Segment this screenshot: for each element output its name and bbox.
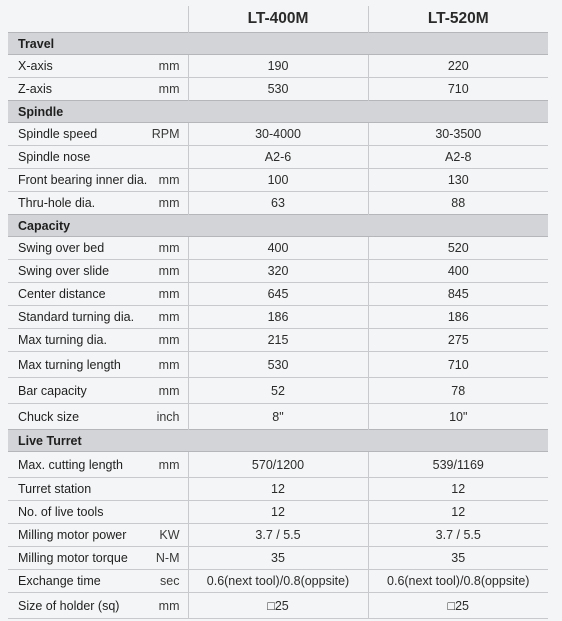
spec-unit: N-M [155, 551, 180, 565]
spec-value-lt-520m: 186 [368, 306, 548, 329]
spec-label-cell [8, 570, 188, 593]
model-name-lt-400m: LT-400M [188, 6, 368, 33]
spec-value-lt-520m: 30-3500 [368, 123, 548, 146]
spec-row [8, 260, 548, 283]
spec-label: Swing over bed [18, 241, 105, 255]
spec-value-lt-400m: 215 [188, 329, 368, 352]
spec-value-lt-520m: 88 [368, 192, 548, 215]
spec-value-lt-400m: 100 [188, 169, 368, 192]
spec-value-lt-520m: 710 [368, 352, 548, 378]
spec-label: Size of holder (sq) [18, 598, 120, 613]
spec-unit: mm [158, 287, 180, 301]
spec-label-cell [8, 123, 188, 146]
spec-label: X-axis [18, 59, 53, 73]
spec-table [8, 6, 548, 619]
spec-unit: mm [158, 173, 180, 187]
spec-row [8, 524, 548, 547]
spec-unit: sec [160, 574, 180, 588]
spec-label: Max. cutting length [18, 457, 123, 472]
spec-row [8, 283, 548, 306]
spec-label-cell [8, 378, 188, 404]
spec-label: Turret station [18, 482, 92, 496]
spec-label-cell [8, 452, 188, 478]
spec-value-lt-520m: 539/1169 [368, 452, 548, 478]
spec-label: No. of live tools [18, 505, 104, 519]
spec-label-cell [8, 501, 188, 524]
spec-row [8, 570, 548, 593]
spec-label-cell [8, 55, 188, 78]
spec-label-cell [8, 283, 188, 306]
model-header-row [8, 6, 548, 33]
spec-label: Max turning dia. [18, 333, 107, 347]
spec-value-lt-400m: □25 [188, 593, 368, 619]
spec-value-lt-520m: 12 [368, 501, 548, 524]
section-title: Capacity [8, 215, 548, 237]
spec-value-lt-520m: 710 [368, 78, 548, 101]
spec-value-lt-400m: 0.6(next tool)/0.8(oppsite) [188, 570, 368, 593]
spec-unit: mm [158, 264, 180, 278]
spec-value-lt-400m: 530 [188, 78, 368, 101]
section-title: Live Turret [8, 430, 548, 452]
spec-value-lt-400m: 3.7 / 5.5 [188, 524, 368, 547]
section-title: Travel [8, 33, 548, 55]
spec-unit: mm [158, 82, 180, 96]
spec-row [8, 237, 548, 260]
spec-unit: RPM [151, 127, 180, 141]
spec-value-lt-520m: 220 [368, 55, 548, 78]
section-header [8, 101, 548, 123]
spec-label: Exchange time [18, 574, 101, 588]
spec-row [8, 329, 548, 352]
spec-label: Bar capacity [18, 383, 87, 398]
spec-value-lt-520m: 845 [368, 283, 548, 306]
spec-label: Milling motor torque [18, 551, 128, 565]
spec-unit: KW [159, 528, 180, 542]
spec-value-lt-520m: 35 [368, 547, 548, 570]
section-header [8, 430, 548, 452]
spec-value-lt-400m: 30-4000 [188, 123, 368, 146]
spec-label: Chuck size [18, 409, 80, 424]
spec-label-cell [8, 547, 188, 570]
spec-value-lt-400m: 400 [188, 237, 368, 260]
spec-row [8, 78, 548, 101]
spec-value-lt-400m: 190 [188, 55, 368, 78]
spec-label-cell [8, 306, 188, 329]
spec-unit: mm [158, 333, 180, 347]
spec-value-lt-520m: 275 [368, 329, 548, 352]
spec-label-cell [8, 329, 188, 352]
spec-unit: mm [158, 357, 180, 372]
spec-label-cell [8, 169, 188, 192]
spec-row [8, 192, 548, 215]
spec-value-lt-520m: 12 [368, 478, 548, 501]
spec-value-lt-400m: 12 [188, 478, 368, 501]
spec-unit: mm [158, 59, 180, 73]
spec-unit: mm [158, 310, 180, 324]
spec-value-lt-520m: 3.7 / 5.5 [368, 524, 548, 547]
spec-unit: mm [158, 457, 180, 472]
spec-row [8, 352, 548, 378]
spec-value-lt-400m: 8" [188, 404, 368, 430]
spec-label: Max turning length [18, 357, 121, 372]
spec-unit: mm [158, 241, 180, 255]
spec-label-cell [8, 524, 188, 547]
spec-label-cell [8, 404, 188, 430]
spec-row [8, 306, 548, 329]
spec-row [8, 593, 548, 619]
spec-label: Swing over slide [18, 264, 110, 278]
spec-row [8, 547, 548, 570]
spec-value-lt-400m: 186 [188, 306, 368, 329]
spec-value-lt-400m: 63 [188, 192, 368, 215]
spec-value-lt-400m: A2-6 [188, 146, 368, 169]
spec-value-lt-400m: 35 [188, 547, 368, 570]
section-header [8, 33, 548, 55]
spec-row [8, 169, 548, 192]
spec-unit: mm [158, 598, 180, 613]
spec-value-lt-520m: □25 [368, 593, 548, 619]
spec-row [8, 123, 548, 146]
spec-row [8, 501, 548, 524]
spec-value-lt-400m: 570/1200 [188, 452, 368, 478]
spec-label: Front bearing inner dia. [18, 173, 148, 187]
section-title: Spindle [8, 101, 548, 123]
spec-label-cell [8, 192, 188, 215]
spec-value-lt-520m: 130 [368, 169, 548, 192]
spec-value-lt-520m: 520 [368, 237, 548, 260]
spec-unit: mm [158, 383, 180, 398]
spec-row [8, 378, 548, 404]
spec-label-cell [8, 237, 188, 260]
spec-row [8, 478, 548, 501]
spec-row [8, 55, 548, 78]
spec-label-cell [8, 478, 188, 501]
spec-label: Spindle nose [18, 150, 91, 164]
model-name-lt-520m: LT-520M [427, 10, 489, 27]
spec-value-lt-520m: 78 [368, 378, 548, 404]
spec-label: Standard turning dia. [18, 310, 135, 324]
spec-label: Thru-hole dia. [18, 196, 96, 210]
header-corner [8, 6, 188, 33]
spec-label-cell [8, 260, 188, 283]
spec-label: Z-axis [18, 82, 53, 96]
spec-value-lt-520m: 0.6(next tool)/0.8(oppsite) [368, 570, 548, 593]
spec-value-lt-400m: 12 [188, 501, 368, 524]
spec-value-lt-520m: 400 [368, 260, 548, 283]
spec-value-lt-400m: 52 [188, 378, 368, 404]
spec-value-lt-400m: 645 [188, 283, 368, 306]
section-header [8, 215, 548, 237]
spec-label-cell [8, 146, 188, 169]
spec-unit: mm [158, 196, 180, 210]
spec-row [8, 452, 548, 478]
spec-sheet [8, 6, 548, 619]
spec-value-lt-520m: A2-8 [368, 146, 548, 169]
spec-value-lt-400m: 320 [188, 260, 368, 283]
spec-label-cell [8, 593, 188, 619]
spec-row [8, 146, 548, 169]
spec-label-cell [8, 352, 188, 378]
spec-row [8, 404, 548, 430]
spec-label: Center distance [18, 287, 106, 301]
spec-value-lt-400m: 530 [188, 352, 368, 378]
spec-label-cell [8, 78, 188, 101]
spec-unit: inch [156, 409, 180, 424]
spec-label: Spindle speed [18, 127, 98, 141]
spec-label: Milling motor power [18, 528, 127, 542]
spec-value-lt-520m: 10" [368, 404, 548, 430]
